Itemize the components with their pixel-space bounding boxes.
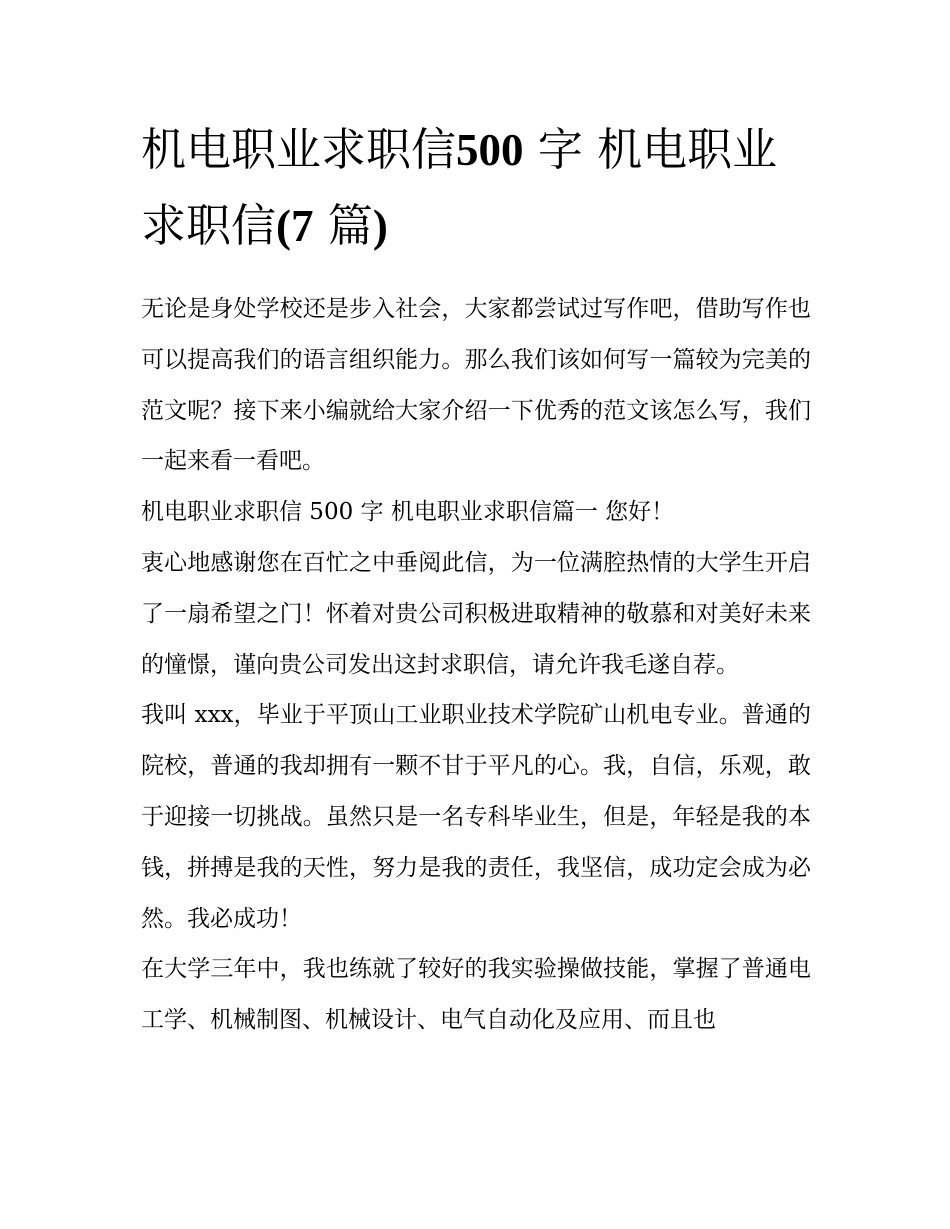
body-paragraph: 衷心地感谢您在百忙之中垂阅此信，为一位满腔热情的大学生开启了一扇希望之门！怀着对贵公司积极进取精神的敬慕和对美好未来的憧憬，谨向贵公司发出这封求职信，请允许我毛遂自荐。 (141, 549, 811, 678)
letter-heading-line: 机电职业求职信 500 字 机电职业求职信篇一 您好！ (141, 499, 675, 526)
body-paragraph: 我叫 xxx，毕业于平顶山工业职业技术学院矿山机电专业。普通的院校，普通的我却拥有一颗不甘于平凡的心。我，自信，乐观，敢于迎接一切挑战。虽然只是一名专科毕业生，但是，年轻是我的本钱，拼搏是我的天性，努力是我的责任，我坚信，成功定会成为必然。我必成功！ (141, 702, 811, 932)
title-number-2: (7 (276, 201, 314, 251)
intro-paragraph: 无论是身处学校还是步入社会，大家都尝试过写作吧，借助写作也可以提高我们的语言组织能力。那么我们该如何写一篇较为完美的范文呢？接下来小编就给大家介绍一下优秀的范文该怎么写，我们一起来看一看吧。 (141, 296, 811, 475)
title-text-1: 机电职业求职信 (141, 123, 457, 176)
title-text-2: 字 机电职业求职信 (141, 123, 778, 252)
title-number-3: ) (372, 201, 388, 251)
body-paragraph: 在大学三年中，我也练就了较好的我实验操做技能，掌握了普通电工学、机械制图、机械设计、电气自动化及应用、而且也 (141, 956, 811, 1034)
title-text-3: 篇 (313, 199, 373, 252)
document-body (141, 112, 811, 1046)
document-title (141, 112, 811, 264)
title-number-1: 500 (456, 125, 524, 175)
